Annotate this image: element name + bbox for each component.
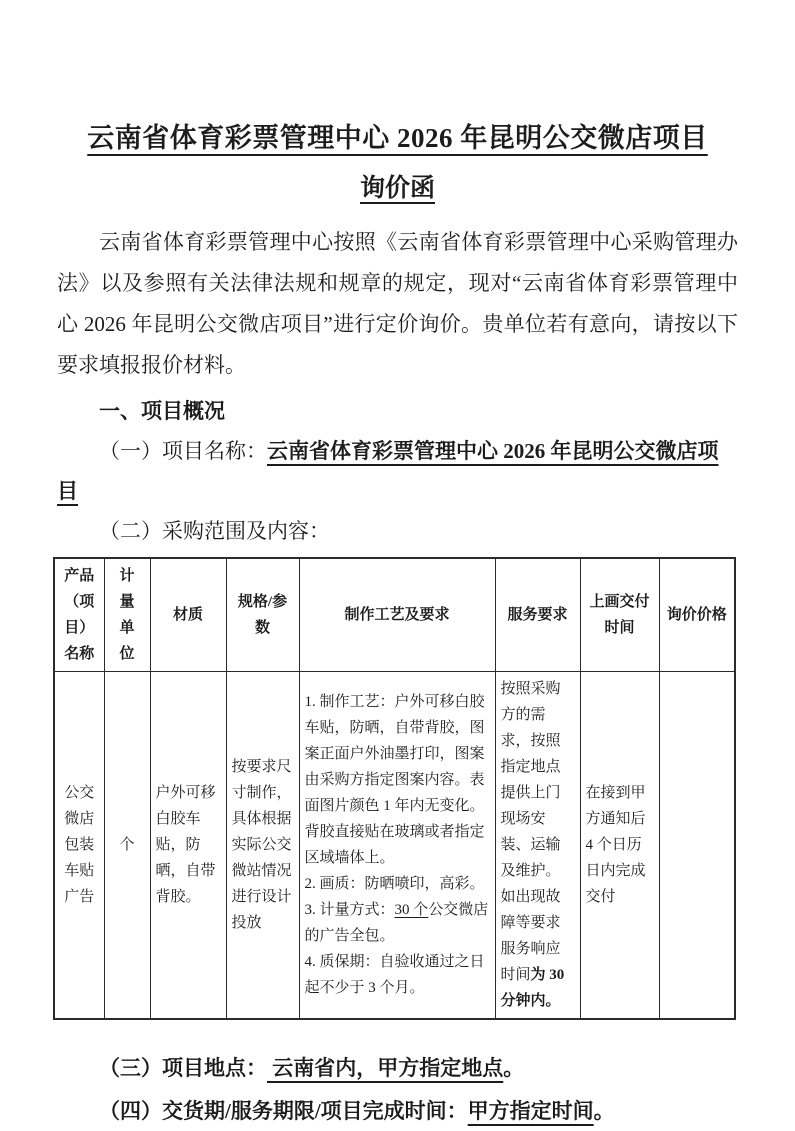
col-header-material: 材质 bbox=[150, 558, 226, 672]
document-subtitle-text: 询价函 bbox=[359, 175, 435, 202]
col-header-delivery: 上画交付时间 bbox=[580, 558, 659, 672]
item-location-value: 云南省内，甲方指定地点 bbox=[267, 1056, 504, 1080]
col-header-spec: 规格/参数 bbox=[226, 558, 299, 672]
cell-craft bbox=[299, 672, 495, 1020]
document-title-text: 云南省体育彩票管理中心 2026 年昆明公交微店项目 bbox=[87, 123, 708, 153]
cell-delivery: 在接到甲方通知后 4 个日历日内完成交付 bbox=[580, 672, 659, 1020]
craft-item-3-quantity: 30 个 bbox=[394, 902, 429, 918]
craft-item-3-suffix: 公交微店的广告全包。 bbox=[304, 902, 489, 944]
craft-item-2: 2. 画质：防晒喷印，高彩。 bbox=[304, 876, 485, 892]
item-project-name-value: 云南省体育彩票管理中心 2026 年昆明公交微店项目 bbox=[57, 439, 719, 503]
craft-item-1: 1. 制作工艺：户外可移白胶车贴，防晒，自带背胶，图案正面户外油墨打印，图案由采购方指定图案内容。表面图片颜色 1 年内无变化。背胶直接贴在玻璃或者指定区域墙体上。 bbox=[304, 694, 485, 866]
craft-item-3 bbox=[305, 897, 490, 949]
craft-item-4: 4. 质保期：自验收通过之日起不少于 3 个月。 bbox=[304, 954, 485, 996]
item-location-label: （三）项目地点： bbox=[99, 1056, 267, 1080]
craft-item-3-prefix: 3. 计量方式： bbox=[304, 902, 395, 918]
item-scope-label: （二）采购范围及内容： bbox=[99, 519, 330, 543]
cell-service bbox=[495, 672, 580, 1020]
col-header-price: 询价价格 bbox=[659, 558, 735, 672]
cell-material: 户外可移白胶车贴，防晒，自带背胶。 bbox=[150, 672, 226, 1020]
procurement-spec-table bbox=[53, 557, 736, 1020]
document-title bbox=[57, 120, 738, 156]
item-deadline bbox=[57, 1091, 738, 1131]
section-heading: 一、项目概况 bbox=[99, 399, 225, 423]
col-header-unit bbox=[104, 558, 150, 672]
item-project-name-label: （一）项目名称： bbox=[99, 439, 267, 463]
cell-product: 公交微店包装车贴广告 bbox=[54, 672, 104, 1020]
col-header-unit-text: 计量单位 bbox=[119, 568, 135, 662]
service-response-time: 为 30 分钟内。 bbox=[500, 967, 565, 1009]
table-row bbox=[54, 672, 735, 1020]
table-header-row bbox=[54, 558, 735, 672]
intro-paragraph: 云南省体育彩票管理中心按照《云南省体育彩票管理中心采购管理办法》以及参照有关法律法规和规章的规定，现对“云南省体育彩票管理中心 2026 年昆明公交微店项目”进行定价询价。贵单位若有意向，请按以下要求填报报价材料。 bbox=[57, 230, 738, 377]
cell-price bbox=[659, 672, 735, 1020]
cell-spec: 按要求尺寸制作，具体根据实际公交微站情况进行设计投放 bbox=[226, 672, 299, 1020]
col-header-product: 产品（项目）名称 bbox=[54, 558, 104, 672]
col-header-service: 服务要求 bbox=[495, 558, 580, 672]
col-header-craft: 制作工艺及要求 bbox=[299, 558, 495, 672]
item-deadline-label: （四）交货期/服务期限/项目完成时间： bbox=[99, 1099, 468, 1123]
item-location bbox=[57, 1046, 738, 1091]
item-deadline-period: 。 bbox=[593, 1099, 615, 1123]
item-location-period: 。 bbox=[503, 1056, 525, 1080]
item-project-name bbox=[57, 431, 738, 511]
cell-unit: 个 bbox=[104, 672, 150, 1020]
item-deadline-value: 甲方指定时间 bbox=[467, 1099, 594, 1123]
service-text: 按照采购方的需求，按照指定地点提供上门现场安装、运输及维护。如出现故障等要求服务响应时间 bbox=[500, 681, 561, 983]
item-scope-label-line bbox=[57, 511, 738, 551]
document-subtitle bbox=[57, 172, 738, 206]
